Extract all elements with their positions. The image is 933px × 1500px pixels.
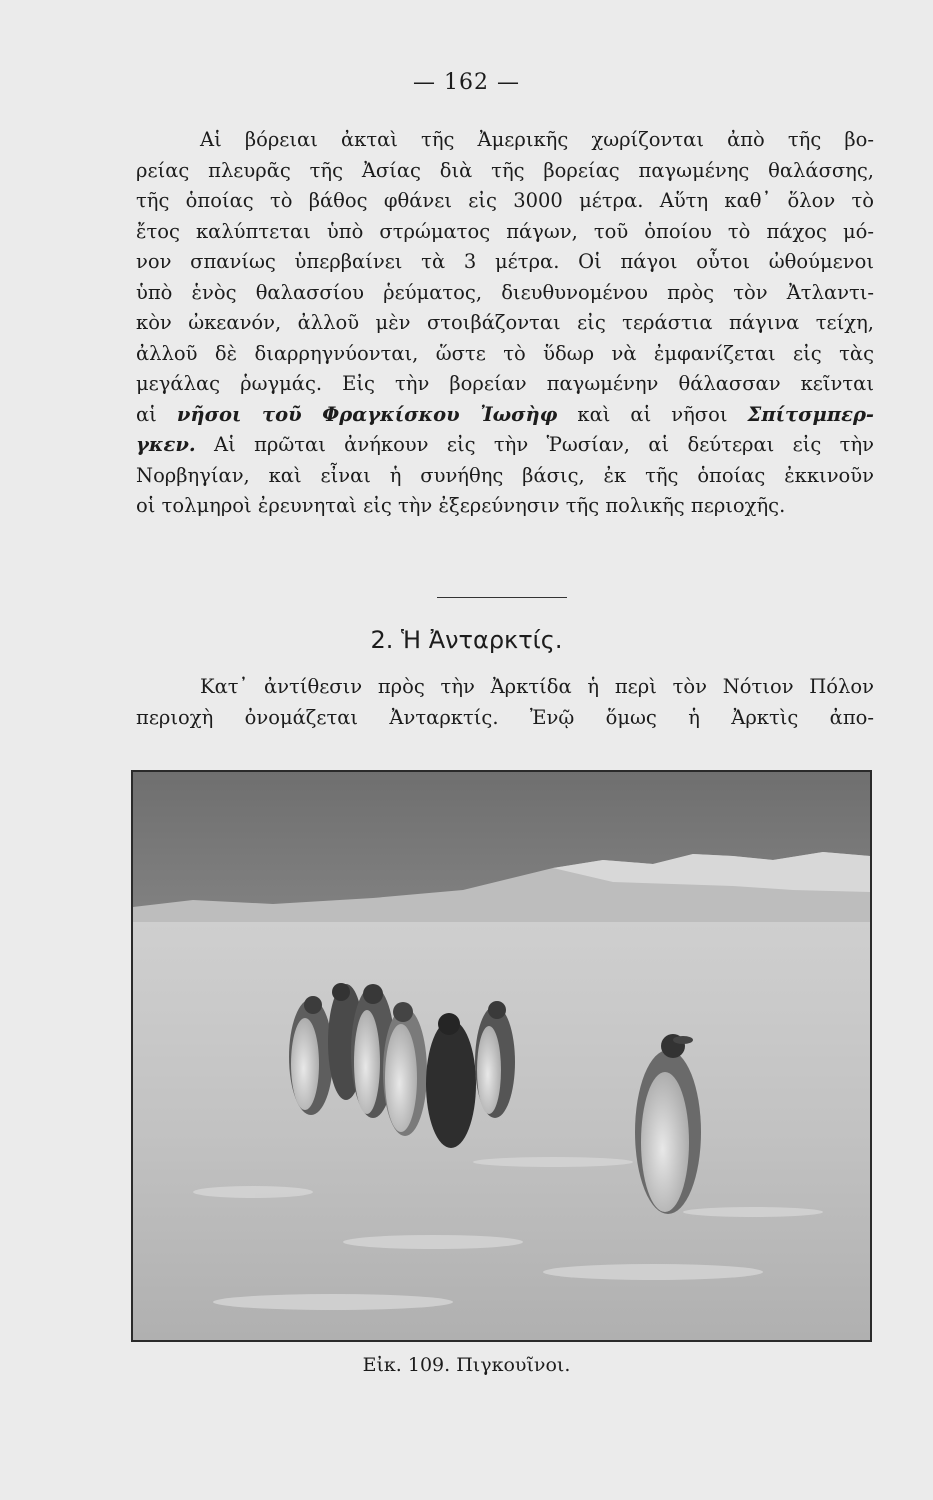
text-line: ἔτος καλύπτεται ὑπὸ στρώματος πάγων, τοῦ ὁποίου τὸ πάχος μό- (136, 219, 874, 243)
section-title: 2. Ἡ Ἀνταρκτίς. (370, 626, 563, 654)
snow-field (133, 922, 870, 1340)
text-line: ὑπὸ ἑνὸς θαλασσίου ῥεύματος, διευθυνομένου πρὸς τὸν Ἀτλαντι- (136, 280, 874, 304)
text-fragment: καὶ αἱ νῆσοι (557, 402, 748, 426)
section-divider (437, 597, 567, 598)
text-line: οἱ τολμηροὶ ἐρευνηταὶ εἰς τὴν ἐξερεύνησιν τῆς πολικῆς περιοχῆς. (136, 494, 786, 517)
text-line: νον σπανίως ὑπερβαίνει τὰ 3 μέτρα. Οἱ πάγοι οὗτοι ὠθούμενοι (136, 250, 874, 273)
penguins-photo-drawing (133, 772, 870, 1340)
text-line-emphasis (136, 430, 874, 461)
text-line: Νορβηγίαν, καὶ εἶναι ἡ συνήθης βάσις, ἐκ τῆς ὁποίας ἐκκινοῦν (136, 463, 874, 487)
page-number: — 162 — (413, 70, 520, 95)
text-line: μεγάλας ῥωγμάς. Εἰς τὴν βορείαν παγωμένην θάλασσαν κεῖνται (136, 372, 874, 395)
place-name-spitsbergen-end: γκεν. (136, 433, 196, 456)
text-line: κὸν ὠκεανόν, ἀλλοῦ μὲν στοιβάζονται εἰς τεράστια πάγινα τείχη, (136, 311, 874, 334)
text-fragment: Αἱ πρῶται ἀνήκουν εἰς τὴν Ῥωσίαν, αἱ δεύτεραι εἰς τὴν (195, 433, 874, 456)
text-fragment: αἱ (136, 402, 177, 426)
place-name-franz-josef-land: νῆσοι τοῦ Φραγκίσκου Ἰωσὴφ (176, 402, 558, 426)
place-name-spitsbergen: Σπίτσμπερ- (747, 402, 875, 426)
text-line: περιοχὴ ὀνομάζεται Ἀνταρκτίς. Ἐνῷ ὅμως ἡ Ἀρκτὶς ἀπο- (136, 705, 874, 729)
penguins-photograph (131, 770, 872, 1342)
body-paragraph-antarctic (136, 672, 874, 733)
body-paragraph-arctic (136, 125, 874, 522)
text-line: Αἱ βόρειαι ἀκταὶ τῆς Ἀμερικῆς χωρίζονται ἀπὸ τῆς βο- (200, 128, 874, 151)
text-line: τῆς ὁποίας τὸ βάθος φθάνει εἰς 3000 μέτρα. Αὕτη καθ᾽ ὅλον τὸ (136, 189, 874, 212)
text-line-emphasis (136, 400, 874, 431)
figure-caption: Εἰκ. 109. Πιγκουῖνοι. (362, 1354, 571, 1376)
text-line: ρείας πλευρᾶς τῆς Ἀσίας διὰ τῆς βορείας παγωμένης θαλάσσης, (136, 158, 874, 182)
text-line: ἀλλοῦ δὲ διαρρηγνύονται, ὥστε τὸ ὕδωρ νὰ ἐμφανίζεται εἰς τὰς (136, 341, 874, 365)
text-line: Κατ᾽ ἀντίθεσιν πρὸς τὴν Ἀρκτίδα ἡ περὶ τὸν Νότιον Πόλον (200, 675, 874, 698)
